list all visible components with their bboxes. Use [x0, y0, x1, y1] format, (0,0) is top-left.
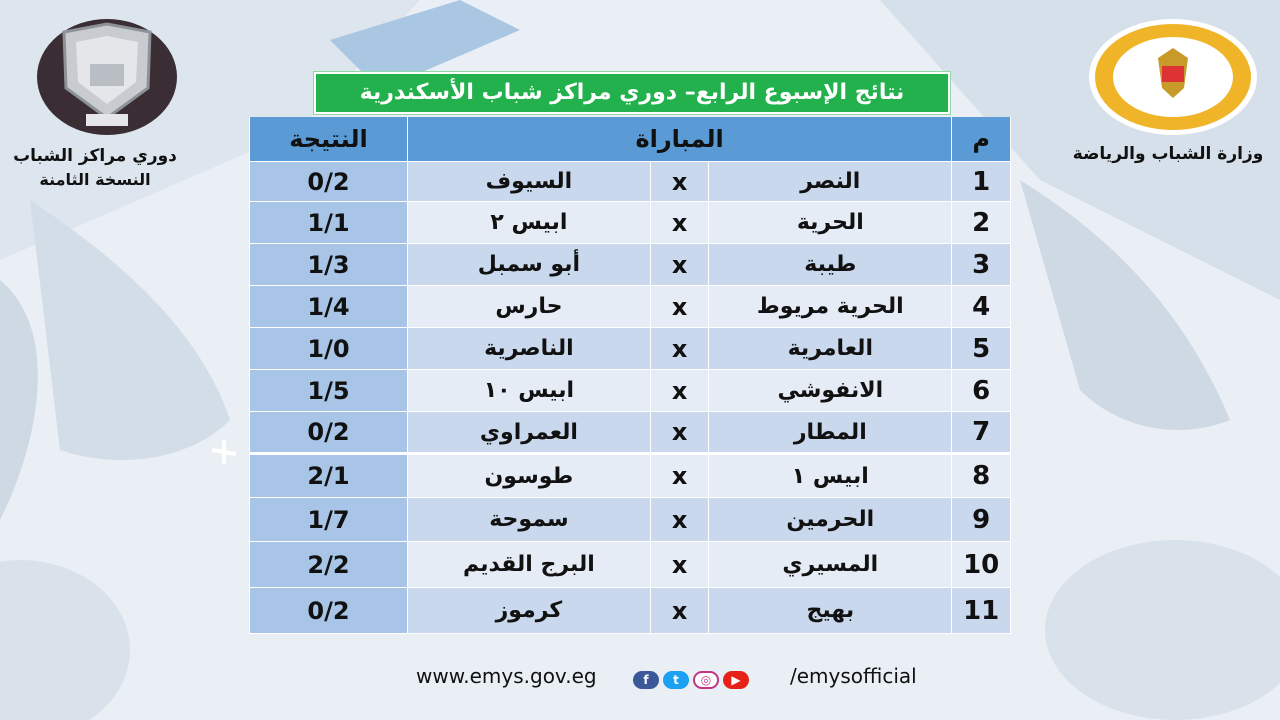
home-team: العامرية: [709, 328, 952, 370]
home-team: الحرية مريوط: [709, 286, 952, 328]
league-logo: [36, 18, 178, 136]
away-team: سموحة: [407, 498, 650, 542]
table-row: [250, 588, 1011, 634]
vs-mark: x: [650, 454, 708, 498]
table-row: [250, 162, 1011, 202]
league-edition: النسخة الثامنة: [39, 170, 151, 189]
table-row: [250, 454, 1011, 498]
table-row: [250, 244, 1011, 286]
row-number: 11: [952, 588, 1011, 634]
header-number: م: [952, 117, 1011, 162]
match-score: 0/2: [250, 162, 408, 202]
table-row: [250, 328, 1011, 370]
table-row: [250, 202, 1011, 244]
row-number: 9: [952, 498, 1011, 542]
table-header-row: [250, 117, 1011, 162]
home-team: الحرمين: [709, 498, 952, 542]
home-team: النصر: [709, 162, 952, 202]
away-team: ابيس ٢: [407, 202, 650, 244]
table-row: [250, 286, 1011, 328]
vs-mark: x: [650, 498, 708, 542]
home-team: بهيج: [709, 588, 952, 634]
vs-mark: x: [650, 588, 708, 634]
website-link[interactable]: www.emys.gov.eg: [416, 664, 597, 688]
vs-mark: x: [650, 244, 708, 286]
home-team: المطار: [709, 412, 952, 454]
row-number: 7: [952, 412, 1011, 454]
row-number: 10: [952, 542, 1011, 588]
home-team: ابيس ١: [709, 454, 952, 498]
table-row: [250, 542, 1011, 588]
match-score: 1/5: [250, 370, 408, 412]
table-row: [250, 498, 1011, 542]
home-team: المسيري: [709, 542, 952, 588]
ministry-logo: [1088, 18, 1258, 136]
header-result: النتيجة: [250, 117, 408, 162]
away-team: السيوف: [407, 162, 650, 202]
match-score: 1/0: [250, 328, 408, 370]
row-number: 8: [952, 454, 1011, 498]
table-row: [250, 370, 1011, 412]
header-match: المباراة: [407, 117, 951, 162]
home-team: طيبة: [709, 244, 952, 286]
away-team: العمراوي: [407, 412, 650, 454]
youtube-icon[interactable]: ▶: [723, 671, 749, 689]
match-score: 1/1: [250, 202, 408, 244]
away-team: كرموز: [407, 588, 650, 634]
vs-mark: x: [650, 412, 708, 454]
match-score: 0/2: [250, 412, 408, 454]
page-title: نتائج الإسبوع الرابع– دوري مراكز شباب الأسكندرية: [314, 72, 950, 114]
vs-mark: x: [650, 370, 708, 412]
table-row: [250, 412, 1011, 454]
vs-mark: x: [650, 162, 708, 202]
instagram-icon[interactable]: ◎: [693, 671, 719, 689]
match-score: 1/4: [250, 286, 408, 328]
away-team: البرج القديم: [407, 542, 650, 588]
row-number: 4: [952, 286, 1011, 328]
vs-mark: x: [650, 328, 708, 370]
away-team: طوسون: [407, 454, 650, 498]
away-team: ابيس ١٠: [407, 370, 650, 412]
row-number: 2: [952, 202, 1011, 244]
row-number: 1: [952, 162, 1011, 202]
match-score: 0/2: [250, 588, 408, 634]
ministry-name: وزارة الشباب والرياضة: [1072, 144, 1264, 164]
away-team: أبو سمبل: [407, 244, 650, 286]
home-team: الحرية: [709, 202, 952, 244]
vs-mark: x: [650, 286, 708, 328]
match-score: 1/3: [250, 244, 408, 286]
row-number: 3: [952, 244, 1011, 286]
match-score: 2/1: [250, 454, 408, 498]
vs-mark: x: [650, 202, 708, 244]
match-score: 2/2: [250, 542, 408, 588]
social-handle[interactable]: /emysofficial: [790, 664, 917, 688]
away-team: حارس: [407, 286, 650, 328]
results-table: [249, 117, 1011, 634]
row-number: 6: [952, 370, 1011, 412]
away-team: الناصرية: [407, 328, 650, 370]
league-name: دوري مراكز الشباب: [13, 146, 177, 166]
vs-mark: x: [650, 542, 708, 588]
home-team: الانفوشي: [709, 370, 952, 412]
row-number: 5: [952, 328, 1011, 370]
social-icons: [633, 671, 749, 689]
match-score: 1/7: [250, 498, 408, 542]
twitter-icon[interactable]: t: [663, 671, 689, 689]
facebook-icon[interactable]: f: [633, 671, 659, 689]
